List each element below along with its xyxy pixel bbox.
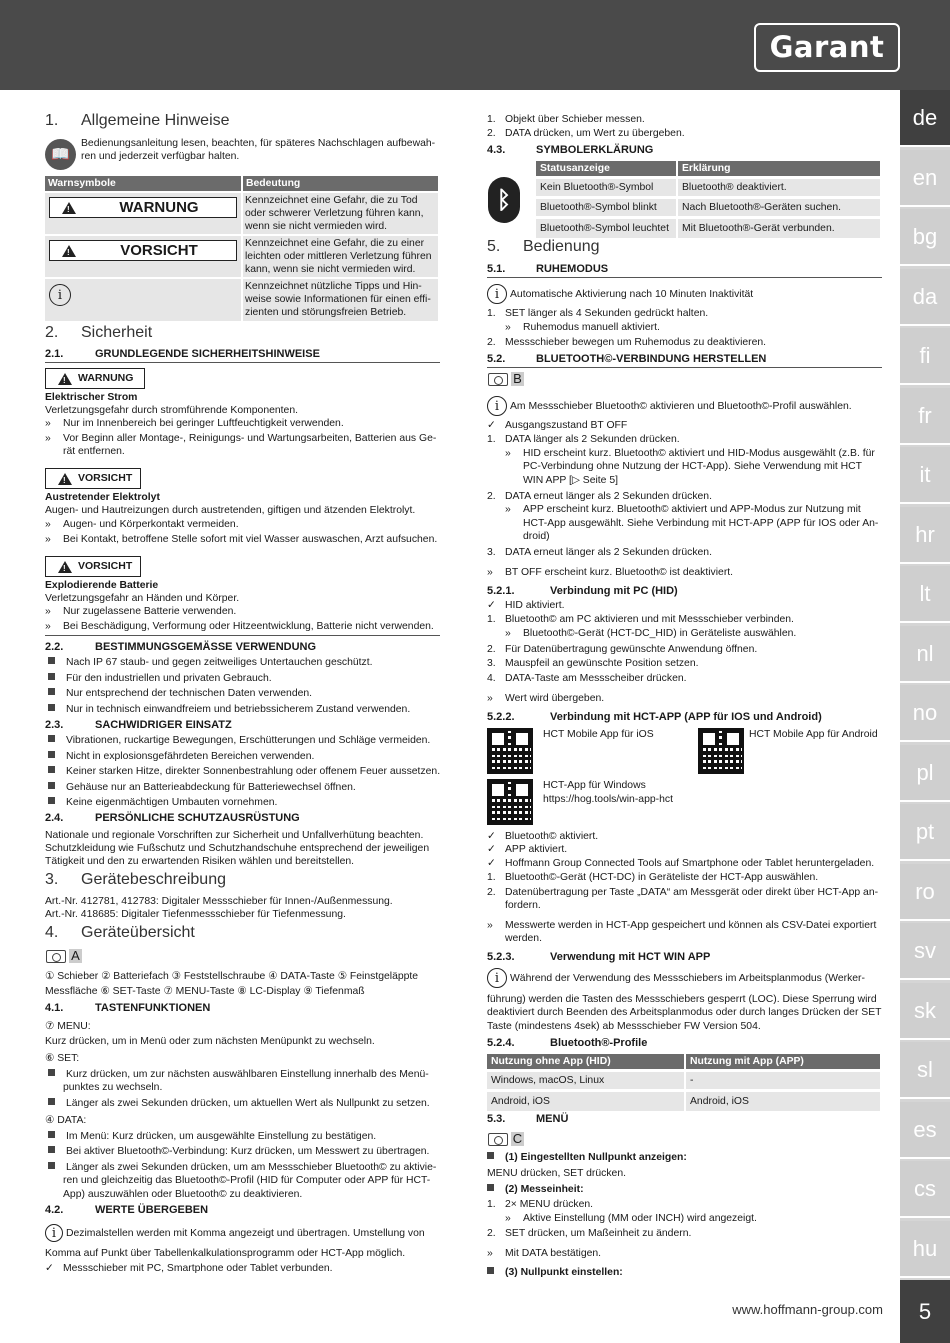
- paragraph-line: deaktiviert durch Beenden des Arbeitsplanmodus oder durch langes Drücken der SET: [487, 1007, 882, 1018]
- section-5-2-1-heading: 5.2.1. Verbindung mit PC (HID): [487, 585, 678, 597]
- list-item: Kurz drücken, um zur nächsten auswählbaren Einstellung innerhalb des Menü-: [45, 1068, 429, 1081]
- info-paragraph: i Automatische Aktivierung nach 10 Minuten Inaktivität: [487, 284, 753, 304]
- result-item: » Mit DATA bestätigen.: [487, 1248, 602, 1259]
- section-2-2-heading: 2.2. BESTIMMUNGSGEMÄSSE VERWENDUNG: [45, 641, 317, 653]
- list-item: » Nur zugelassene Batterie verwenden.: [45, 606, 237, 617]
- key-label: ⑥ SET:: [45, 1053, 80, 1064]
- list-item: » Vor Beginn aller Montage-, Reinigungs- und Wartungsarbeiten, Batterien aus Ge-: [45, 433, 437, 444]
- info-paragraph: i Dezimalstellen werden mit Komma angezeigt und übertragen. Umstellung von: [45, 1224, 425, 1242]
- list-item: » Nur im Innenbereich bei geringer Luftfeuchtigkeit verwenden.: [45, 418, 344, 429]
- info-icon: i: [49, 284, 71, 306]
- list-item: » Augen- und Körperkontakt vermeiden.: [45, 519, 239, 530]
- language-tab-cs[interactable]: cs: [900, 1161, 950, 1218]
- footer-url[interactable]: www.hoffmann-group.com: [732, 1302, 883, 1317]
- list-item: Vibrationen, ruckartige Bewegungen, Erschütterungen und Schläge vermeiden.: [45, 734, 430, 747]
- info-icon: i: [487, 284, 507, 304]
- step-item: 1. Bluetooth© am PC aktivieren und mit Messschieber verbinden.: [487, 614, 794, 625]
- list-item: Nur in technisch einwandfreiem und betriebssicherem Zustand verwenden.: [45, 703, 410, 716]
- vorsicht-label: ! VORSICHT: [49, 240, 237, 261]
- section-5-2-3-heading: 5.2.3. Verwendung mit HCT WIN APP: [487, 951, 711, 963]
- camera-icon: [488, 1133, 508, 1146]
- menu-item-heading: (1) Eingestellten Nullpunkt anzeigen:: [487, 1151, 687, 1164]
- language-tab-de[interactable]: de: [900, 90, 950, 147]
- qr-code-android[interactable]: [698, 728, 744, 774]
- list-item: Für den industriellen und privaten Gebrauch.: [45, 672, 272, 685]
- checklist-item: ✓ Bluetooth© aktiviert.: [487, 831, 599, 842]
- figure-reference: A: [46, 949, 82, 963]
- warning-triangle-icon: [62, 245, 76, 257]
- hazard-title: Explodierende Batterie: [45, 580, 159, 591]
- warning-triangle-icon: [58, 561, 72, 573]
- result-item-cont: werden.: [505, 933, 542, 944]
- garant-logo: Garant: [754, 23, 900, 72]
- warnung-box: ! WARNUNG: [45, 368, 145, 389]
- result-item-cont: droid): [523, 531, 550, 542]
- section-4-2-heading: 4.2. WERTE ÜBERGEBEN: [45, 1204, 209, 1216]
- checklist-item: ✓ Hoffmann Group Connected Tools auf Smartphone oder Tablet heruntergeladen.: [487, 858, 875, 869]
- paragraph-line: MENU drücken, SET drücken.: [487, 1168, 626, 1179]
- hazard-title: Elektrischer Strom: [45, 392, 138, 403]
- language-tab-nl[interactable]: nl: [900, 626, 950, 683]
- step-item: 1. 2× MENU drücken.: [487, 1199, 594, 1210]
- result-item: » BT OFF erscheint kurz. Bluetooth© ist deaktiviert.: [487, 567, 734, 578]
- list-item: » Bei Kontakt, betroffene Stelle sofort mit viel Wasser auswaschen, Arzt aufsuchen.: [45, 534, 438, 545]
- checklist-item: ✓ Ausgangszustand BT OFF: [487, 420, 628, 431]
- paragraph-line: Nationale und regionale Vorschriften zur Sicherheit und Unfallverhütung beachten.: [45, 830, 424, 841]
- list-item: Nur entsprechend der technischen Daten verwenden.: [45, 687, 312, 700]
- page-number: 5: [900, 1280, 950, 1343]
- table-header: Bedeutung: [242, 176, 439, 192]
- step-item: 2. Für Datenübertragung gewünschte Anwendung öffnen.: [487, 644, 758, 655]
- step-item: 3. DATA erneut länger als 2 Sekunden drücken.: [487, 547, 712, 558]
- qr-code-windows[interactable]: [487, 779, 533, 825]
- list-item: Länger als zwei Sekunden drücken, um am Messschieber Bluetooth© zu aktivie-: [45, 1161, 436, 1174]
- step-item: 1. SET länger als 4 Sekunden gedrückt halten.: [487, 308, 709, 319]
- language-tab-sv[interactable]: sv: [900, 923, 950, 980]
- list-item-cont: punktes zu wechseln.: [63, 1082, 163, 1093]
- warning-symbols-table: Warnsymbole Bedeutung ! WARNUNG Kennzeichnet eine Gefahr, die zu Tod oder schwerer Verletzung führen kann, wenn sie nicht vermieden wird. ! VORSICHT Kennzeichnet eine Gefahr, die zu einer leichten oder mittleren Verletzung führen kann, wenn sie nicht vermieden wird. i Kennzeichnet nützliche Tipps und Hin- weise sowie Informationen für einen effi- zienten und störungsfreien Betrieb.: [45, 176, 440, 321]
- language-tab-it[interactable]: it: [900, 447, 950, 504]
- table-header: Erklärung: [677, 161, 881, 178]
- menu-item-heading: (3) Nullpunkt einstellen:: [487, 1266, 623, 1279]
- warning-triangle-icon: [58, 473, 72, 485]
- info-icon: i: [487, 968, 507, 988]
- checklist-item: ✓ Messschieber mit PC, Smartphone oder Tablet verbunden.: [45, 1263, 333, 1274]
- language-tab-pl[interactable]: pl: [900, 745, 950, 802]
- language-tab-fi[interactable]: fi: [900, 328, 950, 385]
- language-tab-hr[interactable]: hr: [900, 507, 950, 564]
- step-item: 2. Messschieber bewegen um Ruhemodus zu deaktivieren.: [487, 337, 767, 348]
- key-label: ④ DATA:: [45, 1115, 87, 1126]
- table-row: Windows, macOS, Linux -: [487, 1071, 881, 1091]
- step-item: 1. Objekt über Schieber messen.: [487, 114, 645, 125]
- profile-table: [487, 1054, 882, 1111]
- result-item: » Aktive Einstellung (MM oder INCH) wird angezeigt.: [505, 1213, 757, 1224]
- language-tab-sk[interactable]: sk: [900, 983, 950, 1040]
- info-paragraph: i Während der Verwendung des Messschiebers im Arbeitsplanmodus (Werker-: [487, 968, 865, 988]
- legend-line: ① Schieber ② Batteriefach ③ Feststellschraube ④ DATA-Taste ⑤ Feinstgeläppte: [45, 971, 419, 982]
- manual-note-line2: ren und jederzeit verfügbar halten.: [81, 151, 240, 162]
- section-4-heading: 4. Geräteübersicht: [45, 924, 195, 941]
- section-5-2-2-heading: 5.2.2. Verbindung mit HCT-APP (APP für IOS und Android): [487, 711, 822, 723]
- list-item-cont: App) auszuwählen oder Bluetooth© zu deaktivieren.: [63, 1189, 303, 1200]
- result-item-cont: HCT-App ausgewählt. Siehe Verbindung mit HCT-APP (APP für IOS oder An-: [523, 518, 879, 529]
- paragraph-line: Tätigkeit und den zu erwartenden Risiken wählen und bereitstellen.: [45, 856, 355, 867]
- hazard-text: Verletzungsgefahr an Händen und Körper.: [45, 593, 240, 604]
- paragraph-line: Art.-Nr. 412781, 412783: Digitaler Messschieber für Innen-/Außenmessung.: [45, 896, 393, 907]
- figure-reference: B: [488, 372, 524, 386]
- hazard-text: Verletzungsgefahr durch stromführende Komponenten.: [45, 405, 298, 416]
- section-2-1-heading: 2.1. GRUNDLEGENDE SICHERHEITSHINWEISE: [45, 348, 320, 360]
- result-item: » Wert wird übergeben.: [487, 693, 605, 704]
- list-item-cont: ren und gleichzeitig das Bluetooth©-Profil (HID für Computer oder APP für HCT-: [63, 1175, 431, 1186]
- language-tab-bg[interactable]: bg: [900, 209, 950, 266]
- info-icon: i: [487, 396, 507, 416]
- paragraph-line: Komma auf Punkt über Tabellenkalkulationsprogramm oder HCT-App möglich.: [45, 1248, 406, 1259]
- info-icon: i: [45, 1224, 63, 1242]
- step-item: 3. Mauspfeil an gewünschte Position setzen.: [487, 658, 699, 669]
- key-label: ⑦ MENU:: [45, 1021, 91, 1032]
- read-manual-icon: 📖: [45, 139, 76, 170]
- paragraph-line: Art.-Nr. 418685: Digitaler Tiefenmessschieber für Tiefenmessung.: [45, 909, 346, 920]
- camera-icon: [46, 950, 66, 963]
- language-tab-sl[interactable]: sl: [900, 1042, 950, 1099]
- section-5-2-4-heading: 5.2.4. Bluetooth®-Profile: [487, 1037, 648, 1049]
- section-2-heading: 2. Sicherheit: [45, 324, 153, 341]
- list-item-cont: rät entfernen.: [63, 446, 125, 457]
- warnung-label: ! WARNUNG: [49, 197, 237, 218]
- step-item: 1. DATA länger als 2 Sekunden drücken.: [487, 434, 680, 445]
- language-tab-lt[interactable]: lt: [900, 566, 950, 623]
- section-5-3-heading: 5.3. MENÜ: [487, 1113, 569, 1125]
- list-item: Nicht in explosionsgefährdeten Bereichen verwenden.: [45, 750, 314, 763]
- list-item: Gehäuse nur an Batterieabdeckung für Batteriewechsel öffnen.: [45, 781, 356, 794]
- step-item: 2. Datenübertragung per Taste „DATA“ am Messgerät oder direkt über HCT-App an-: [487, 887, 879, 898]
- paragraph-line: Schutzkleidung wie Fußschutz und Schutzhandschuhe entsprechend der jeweiligen: [45, 843, 430, 854]
- step-item-cont: fordern.: [505, 900, 541, 911]
- legend-line: Messfläche ⑥ SET-Taste ⑦ MENU-Taste ⑧ LC-Display ⑨ Tiefenmaß: [45, 986, 365, 997]
- list-item: » Bei Beschädigung, Verformung oder Hitzeentwicklung, Batterie nicht verwenden.: [45, 621, 434, 632]
- step-item: 2. DATA erneut länger als 2 Sekunden drücken.: [487, 491, 712, 502]
- win-app-url[interactable]: https://hog.tools/win-app-hct: [543, 794, 673, 805]
- vorsicht-box: ! VORSICHT: [45, 556, 141, 577]
- table-header: Statusanzeige: [536, 161, 677, 178]
- step-item: 1. Bluetooth©-Gerät (HCT-DC) in Geräteliste der HCT-App auswählen.: [487, 872, 819, 883]
- language-tab-en[interactable]: en: [900, 150, 950, 207]
- list-item: Keiner starken Hitze, direkter Sonnenbestrahlung oder offenem Feuer aussetzen.: [45, 765, 440, 778]
- qr-label: HCT-App für Windows: [543, 780, 646, 791]
- language-tab-pt[interactable]: pt: [900, 804, 950, 861]
- step-item: 2. SET drücken, um Maßeinheit zu ändern.: [487, 1228, 692, 1239]
- section-5-heading: 5. Bedienung: [487, 238, 600, 255]
- qr-label: HCT Mobile App für Android: [749, 729, 878, 740]
- list-item: Bei aktiver Bluetooth©-Verbindung: Kurz drücken, um Messwert zu übertragen.: [45, 1145, 429, 1158]
- checklist-item: ✓ HID aktiviert.: [487, 600, 565, 611]
- table-row: Kein Bluetooth®-Symbol Bluetooth® deaktiviert.: [536, 178, 881, 198]
- symbol-table: [536, 161, 882, 238]
- table-row: Bluetooth®-Symbol blinkt Nach Bluetooth®-Geräten suchen.: [536, 198, 881, 218]
- section-2-4-heading: 2.4. PERSÖNLICHE SCHUTZAUSRÜSTUNG: [45, 812, 300, 824]
- section-3-heading: 3. Gerätebeschreibung: [45, 871, 226, 888]
- section-5-2-heading: 5.2. BLUETOOTH©-VERBINDUNG HERSTELLEN: [487, 353, 767, 365]
- section-4-1-heading: 4.1. TASTENFUNKTIONEN: [45, 1002, 211, 1014]
- language-tab-no[interactable]: no: [900, 685, 950, 742]
- language-tab-fr[interactable]: fr: [900, 388, 950, 445]
- table-header: Nutzung mit App (APP): [685, 1054, 881, 1071]
- paragraph-line: Taste (mindestens 4sek) ab Messschieber FW Version 504.: [487, 1021, 761, 1032]
- list-item: Länger als zwei Sekunden drücken, um aktuellen Wert als Nullpunkt zu setzen.: [45, 1097, 430, 1110]
- step-item: 4. DATA-Taste am Messscheiber drücken.: [487, 673, 687, 684]
- result-item: » Bluetooth©-Gerät (HCT-DC_HID) in Geräteliste auswählen.: [505, 628, 797, 639]
- step-item: 2. DATA drücken, um Wert zu übergeben.: [487, 128, 685, 139]
- warning-triangle-icon: [62, 202, 76, 214]
- result-item-cont: PC-Verbindung ohne Nutzung der HCT-App). Siehe Verwendung mit HCT: [523, 461, 863, 472]
- table-row: Android, iOS Android, iOS: [487, 1091, 881, 1111]
- paragraph-line: Kurz drücken, um in Menü oder zum nächsten Menüpunkt zu wechseln.: [45, 1036, 375, 1047]
- result-item: » HID erscheint kurz. Bluetooth© aktiviert und HID-Modus ausgewählt (z.B. für: [505, 448, 875, 459]
- language-tab-da[interactable]: da: [900, 269, 950, 326]
- table-row: Bluetooth®-Symbol leuchtet Mit Bluetooth®-Gerät verbunden.: [536, 218, 881, 238]
- section-2-3-heading: 2.3. SACHWIDRIGER EINSATZ: [45, 719, 232, 731]
- result-item: » Messwerte werden in HCT-App gespeichert und können als CSV-Datei exportiert: [487, 920, 877, 931]
- result-item: » Ruhemodus manuell aktiviert.: [505, 322, 660, 333]
- language-tab-ro[interactable]: ro: [900, 864, 950, 921]
- paragraph-line: führung) werden die Tasten des Messschiebers gesperrt (LOC). Diese Sperrung wird: [487, 994, 877, 1005]
- list-item: Nach IP 67 staub- und gegen zeitweiliges Untertauchen geschützt.: [45, 656, 373, 669]
- bluetooth-icon: ᛒ: [488, 177, 520, 223]
- hazard-title: Austretender Elektrolyt: [45, 492, 160, 503]
- figure-reference: C: [488, 1132, 524, 1146]
- list-item: Keine eigenmächtigen Umbauten vornehmen.: [45, 796, 277, 809]
- section-4-3-heading: 4.3. SYMBOLERKLÄRUNG: [487, 144, 654, 156]
- section-1-heading: 1. Allgemeine Hinweise: [45, 112, 230, 129]
- qr-code-ios[interactable]: [487, 728, 533, 774]
- table-header: Nutzung ohne App (HID): [487, 1054, 685, 1071]
- language-tab-es[interactable]: es: [900, 1102, 950, 1159]
- result-item: » APP erscheint kurz. Bluetooth© aktiviert und APP-Modus zur Nutzung mit: [505, 504, 861, 515]
- page-link[interactable]: WIN APP [▷ Seite 5]: [523, 475, 619, 486]
- warning-triangle-icon: [58, 373, 72, 385]
- camera-icon: [488, 373, 508, 386]
- manual-note-line1: Bedienungsanleitung lesen, beachten, für späteres Nachschlagen aufbewah-: [81, 138, 436, 149]
- menu-item-heading: (2) Messeinheit:: [487, 1183, 584, 1196]
- table-header: Warnsymbole: [45, 176, 242, 192]
- vorsicht-box: ! VORSICHT: [45, 468, 141, 489]
- section-5-1-heading: 5.1. RUHEMODUS: [487, 263, 609, 275]
- hazard-text: Augen- und Hautreizungen durch austretenden, giftigen und ätzenden Elektrolyt.: [45, 505, 416, 516]
- checklist-item: ✓ APP aktiviert.: [487, 844, 568, 855]
- language-tab-hu[interactable]: hu: [900, 1221, 950, 1278]
- info-paragraph: i Am Messschieber Bluetooth© aktivieren und Bluetooth©-Profil auswählen.: [487, 396, 852, 416]
- qr-label: HCT Mobile App für iOS: [543, 729, 654, 740]
- list-item: Im Menü: Kurz drücken, um ausgewählte Einstellung zu bestätigen.: [45, 1130, 376, 1143]
